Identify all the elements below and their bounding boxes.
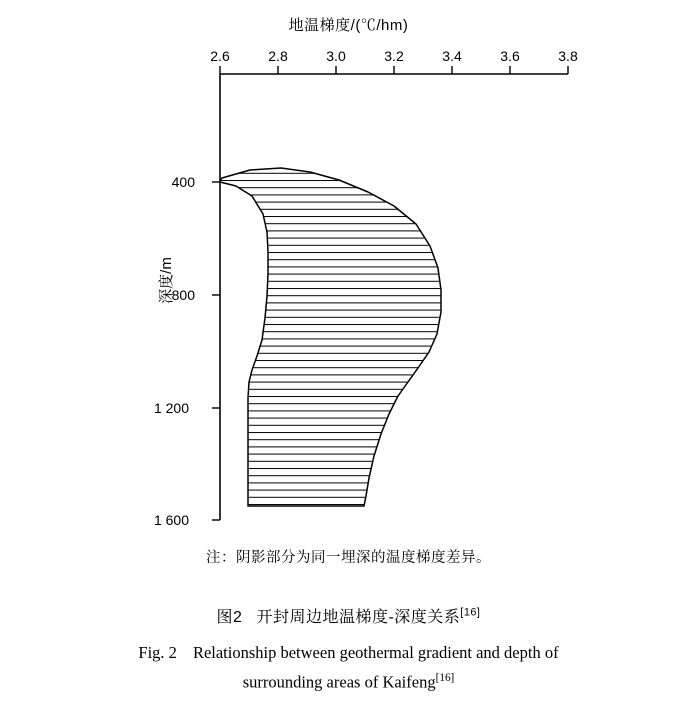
figure-caption-en-ref: [16] [435, 672, 455, 684]
figure-caption-en-line1 [0, 643, 697, 663]
figure-caption-cn-label: 图2 [216, 609, 243, 626]
y-tick-label: 1 200 [153, 400, 189, 416]
x-tick-label: 2.8 [268, 48, 288, 64]
figure-caption-en-text2: surrounding areas of Kaifeng [242, 672, 436, 692]
gradient-band [215, 160, 455, 512]
x-tick-label: 3.2 [384, 48, 404, 64]
x-tick-label: 3.0 [326, 48, 346, 64]
figure-caption-cn-text: 开封周边地温梯度-深度关系 [256, 609, 461, 626]
chart-y-axis-title: 深度/m [157, 257, 175, 304]
x-tick-label: 2.6 [210, 48, 230, 64]
figure-caption-cn [0, 604, 697, 627]
figure-caption-en-text1: Relationship between geothermal gradient and depth of [192, 643, 559, 662]
figure-note: 注：阴影部分为同一埋深的温度梯度差异。 [206, 550, 491, 566]
x-tick-label: 3.8 [558, 48, 578, 64]
chart-x-axis-title: 地温梯度/(℃/hm) [288, 17, 409, 34]
figure-caption-en-line2 [0, 672, 697, 693]
figure-caption-en-label: Fig. 2 [138, 643, 177, 662]
figure-caption-cn-ref: [16] [460, 606, 481, 619]
y-tick-label: 800 [171, 287, 195, 303]
x-tick-label: 3.4 [442, 48, 462, 64]
x-tick-label: 3.6 [500, 48, 520, 64]
y-tick-label: 1 600 [153, 512, 189, 528]
y-tick-label: 400 [171, 174, 195, 190]
